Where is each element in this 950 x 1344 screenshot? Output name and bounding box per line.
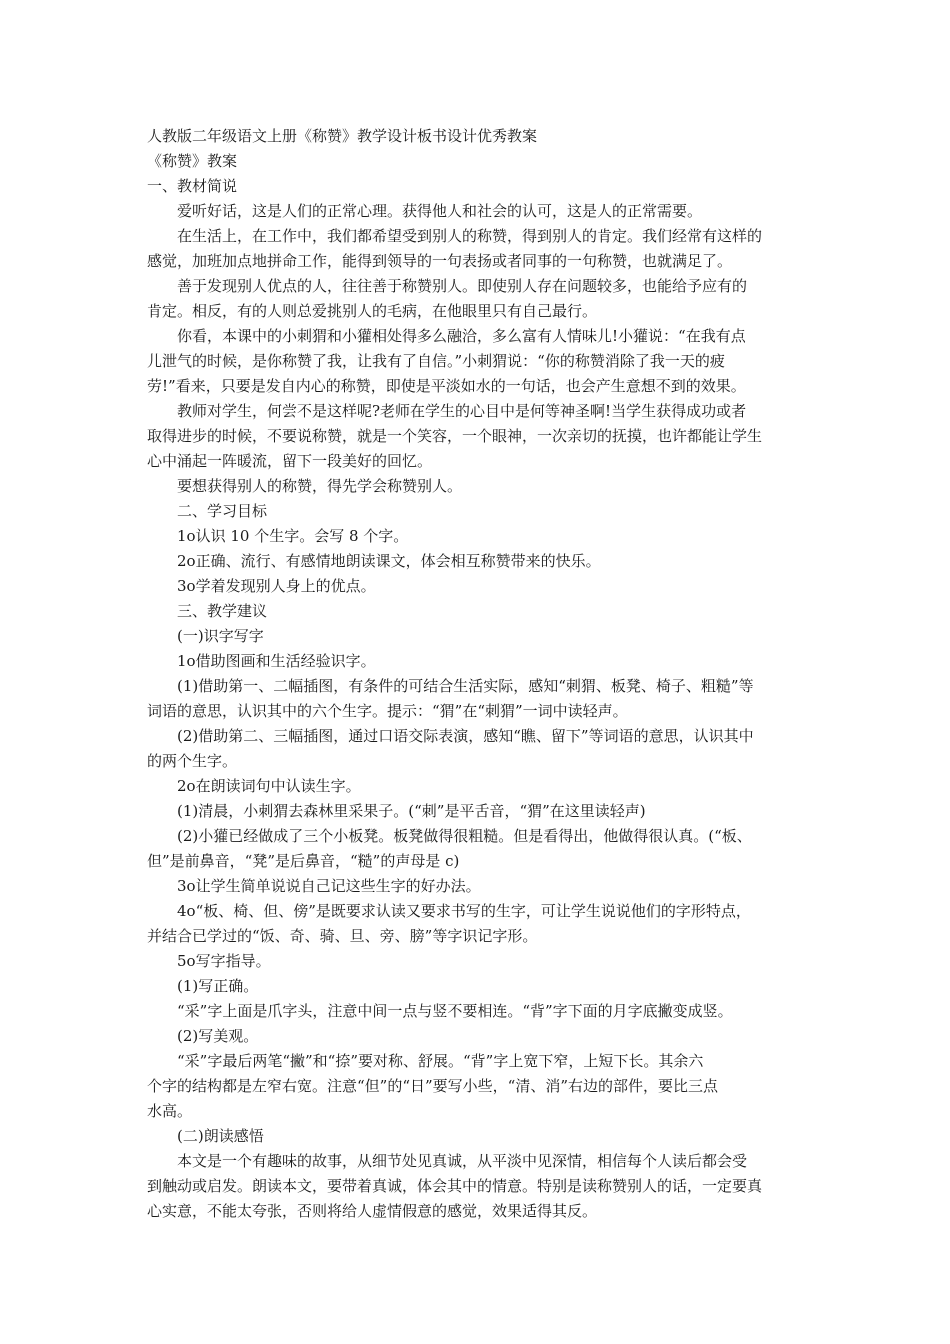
text-line: (1)借助第一、二幅插图，有条件的可结合生活实际，感知“刺猬、板凳、椅子、粗糙”等 [177,677,754,695]
text-line: 词语的意思，认识其中的六个生字。提示：“猬”在“刺猬”一词中读轻声。 [147,702,628,720]
text-line: 爱听好话，这是人们的正常心理。获得他人和社会的认可，这是人的正常需要。 [177,202,703,220]
text-line: 你看，本课中的小刺猬和小獾相处得多么融洽，多么富有人情味儿!小獾说：“在我有点 [177,327,746,345]
text-line: (1)写正确。 [177,977,259,995]
text-line: 2o正确、流行、有感情地朗读课文，体会相互称赞带来的快乐。 [177,552,601,570]
text-line: “采”字上面是爪字头，注意中间一点与竖不要相连。“背”字下面的月字底撇变成竖。 [177,1002,733,1020]
text-line: 1o认识 10 个生字。会写 8 个字。 [177,527,409,545]
text-line: (1)清晨，小刺猬去森林里采果子。(“刺”是平舌音，“猬”在这里读轻声) [177,802,646,820]
text-line: (一)识字写字 [177,627,264,645]
text-line: 在生活上，在工作中，我们都希望受到别人的称赞，得到别人的肯定。我们经常有这样的 [177,227,763,245]
text-line: 肯定。相反，有的人则总爱挑别人的毛病，在他眼里只有自己最行。 [147,302,598,320]
text-line: 2o在朗读词句中认读生字。 [177,777,361,795]
text-line: 1o借助图画和生活经验识字。 [177,652,376,670]
text-line: 感觉，加班加点地拼命工作，能得到领导的一句表扬或者同事的一句称赞，也就满足了。 [147,252,733,270]
document-body [147,124,815,1224]
text-line: 儿泄气的时候，是你称赞了我，让我有了自信。”小刺猬说：“你的称赞消除了我一天的疲 [147,352,725,370]
text-line: (2)小獾已经做成了三个小板凳。板凳做得很粗糙。但是看得出，他做得很认真。(“板、 [177,827,752,845]
text-line: 5o写字指导。 [177,952,271,970]
text-line: 心中涌起一阵暖流，留下一段美好的回忆。 [147,452,433,470]
text-line: 要想获得别人的称赞，得先学会称赞别人。 [177,477,463,495]
text-line: 一、教材简说 [147,177,238,195]
text-line: 教师对学生，何尝不是这样呢?老师在学生的心目中是何等神圣啊!当学生获得成功或者 [177,402,747,420]
text-line: 3o学着发现别人身上的优点。 [177,577,376,595]
text-line: 3o让学生简单说说自己记这些生字的好办法。 [177,877,481,895]
text-line: 但”是前鼻音，“凳”是后鼻音，“糙”的声母是 c) [147,852,460,870]
text-line: 水高。 [147,1102,193,1120]
text-line: 《称赞》教案 [147,152,238,170]
text-line: 三、教学建议 [177,602,268,620]
text-line: (二)朗读感悟 [177,1127,264,1145]
text-line: 4o“板、椅、但、傍”是既要求认读又要求书写的生字，可让学生说说他们的字形特点， [177,902,751,920]
text-line: 二、学习目标 [177,502,268,520]
text-line: 并结合已学过的“饭、奇、骑、旦、旁、膀”等字识记字形。 [147,927,538,945]
text-line: 取得进步的时候，不要说称赞，就是一个笑容，一个眼神，一次亲切的抚摸，也许都能让学生 [147,427,763,445]
text-line: (2)写美观。 [177,1027,259,1045]
text-line: 的两个生字。 [147,752,238,770]
text-line: 个字的结构都是左窄右宽。注意“但”的“日”要写小些，“清、消”右边的部件，要比三点 [147,1077,719,1095]
text-line: 劳!”看来，只要是发自内心的称赞，即使是平淡如水的一句话，也会产生意想不到的效果。 [147,377,746,395]
text-line: 到触动或启发。朗读本文，要带着真诚，体会其中的情意。特别是读称赞别人的话，一定要真 [147,1177,763,1195]
text-line: 心实意，不能太夸张，否则将给人虚情假意的感觉，效果适得其反。 [147,1202,598,1220]
text-line: (2)借助第二、三幅插图，通过口语交际表演，感知“瞧、留下”等词语的意思，认识其中 [177,727,754,745]
document-title: 人教版二年级语文上册《称赞》教学设计板书设计优秀教案 [147,127,538,145]
text-line: “采”字最后两笔“撇”和“捺”要对称、舒展。“背”字上宽下窄，上短下长。其余六 [177,1052,704,1070]
text-line: 本文是一个有趣味的故事，从细节处见真诚，从平淡中见深情，相信每个人读后都会受 [177,1152,748,1170]
text-line: 善于发现别人优点的人，往往善于称赞别人。即使别人存在问题较多，也能给予应有的 [177,277,748,295]
